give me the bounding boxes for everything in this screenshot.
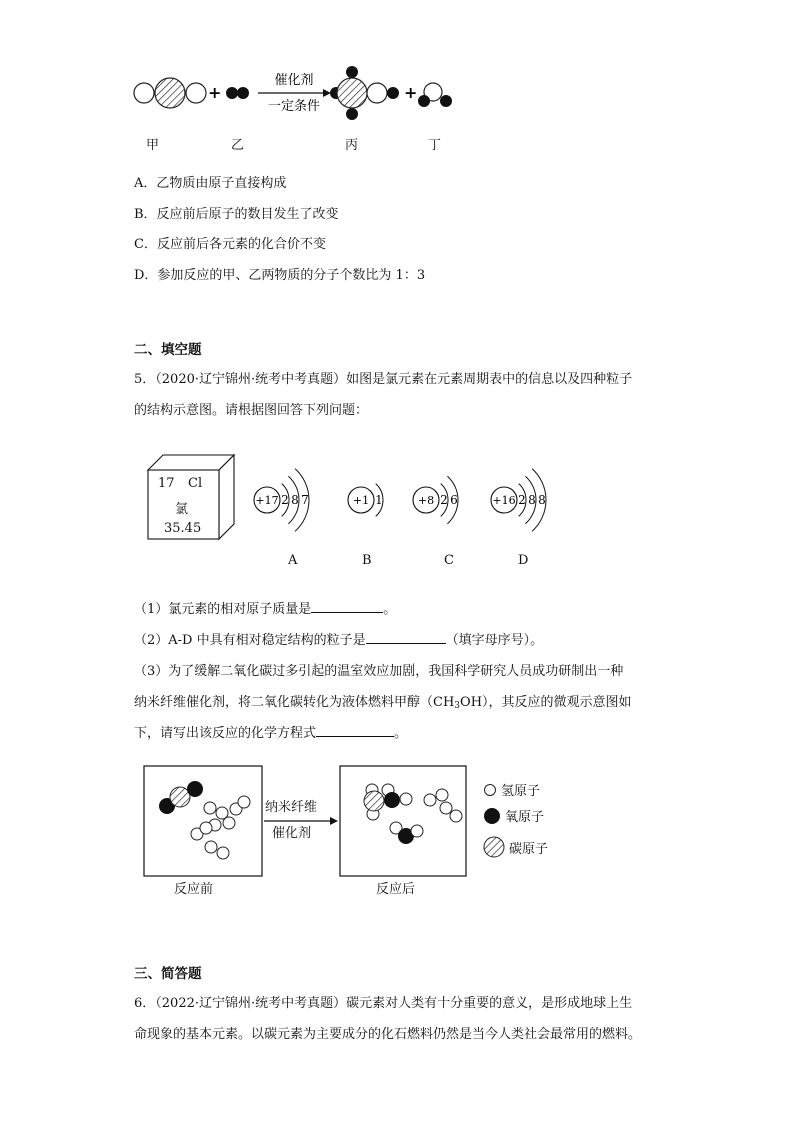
section-title-short-answer: 三、简答题 [134, 966, 202, 982]
particle-label-c: C [444, 553, 454, 568]
before-box [144, 766, 262, 876]
q3-line2-a: 纳米纤维催化剂，将二氧化碳转化为液体燃料甲醇（CH [134, 695, 455, 710]
option-a: A．乙物质由原子直接构成 [134, 176, 287, 191]
nucleus-charge: +8 [417, 494, 435, 507]
electron-count: 2 [518, 493, 526, 507]
option-b: B．反应前后原子的数目发生了改变 [134, 207, 339, 222]
label-after: 反应后 [376, 882, 416, 897]
element-mass: 35.45 [164, 521, 202, 536]
legend-oxygen [483, 806, 544, 825]
q5-line1: 5．（2020·辽宁锦州·统考中考真题）如图是氯元素在元素周期表中的信息以及四种粒子 [134, 372, 633, 387]
section-title-fill-in: 二、填空题 [134, 342, 202, 358]
q3-text: 下，请写出该反应的化学方程式 [134, 726, 317, 741]
label-yi: 乙 [231, 138, 245, 153]
molecule-jia [134, 78, 206, 108]
label-before: 反应前 [174, 882, 214, 897]
q3-line2-sub: 3 [454, 701, 461, 711]
q6-line2: 命现象的基本元素。以碳元素为主要成分的化石燃料仍然是当今人类社会最常用的燃料。 [134, 1027, 642, 1042]
legend-hydrogen [483, 780, 540, 799]
particle-structure-diagrams [240, 450, 570, 555]
legend-hydrogen-text: 氢原子 [501, 784, 541, 799]
hydrogen-atom-icon [483, 783, 497, 797]
carbon-atom-icon [483, 836, 505, 858]
q3-line2 [134, 691, 632, 711]
molecule-ding [418, 83, 452, 107]
q2-answer-blank[interactable] [366, 629, 446, 644]
q2-text: （2）A-D 中具有相对稳定结构的粒子是 [134, 633, 366, 648]
element-number: 17 [158, 476, 175, 491]
reaction-diagram-1 [128, 60, 468, 130]
molecule-yi [226, 87, 249, 99]
electron-count: 8 [291, 493, 299, 507]
after-box [340, 766, 466, 876]
electron-count: 7 [301, 493, 309, 507]
electron-count: 1 [375, 493, 383, 507]
electron-count: 6 [450, 493, 458, 507]
reaction-arrow-1 [258, 89, 331, 97]
particle-label-d: D [518, 553, 529, 568]
electron-count: 8 [528, 493, 536, 507]
electron-count: 2 [281, 493, 289, 507]
arrow2-bottom-text: 催化剂 [272, 826, 312, 841]
q5-line2: 的结构示意图。请根据图回答下列问题： [134, 403, 369, 418]
label-ding: 丁 [428, 138, 442, 153]
q1-end: 。 [383, 602, 397, 617]
nucleus-charge: +16 [492, 494, 516, 507]
q6-line1: 6．（2022·辽宁锦州·统考中考真题）碳元素对人类有十分重要的意义，是形成地球上生 [134, 996, 633, 1011]
q3-line2-b: OH），其反应的微观示意图如 [460, 695, 632, 710]
q3-line1: （3）为了缓解二氧化碳过多引起的温室效应加剧，我国科学研究人员成功研制出一种 [134, 664, 624, 679]
q3-answer-blank[interactable] [316, 722, 394, 737]
label-jia: 甲 [146, 138, 160, 153]
particle-d [491, 469, 546, 531]
legend-carbon-text: 碳原子 [509, 841, 549, 857]
arrow-top-text: 催化剂 [274, 73, 314, 88]
q1 [134, 598, 396, 617]
option-c: C．反应前后各元素的化合价不变 [134, 237, 326, 252]
particle-label-b: B [362, 553, 372, 568]
label-bing: 丙 [345, 138, 359, 153]
electron-count: 2 [440, 493, 448, 507]
arrow-bottom-text: 一定条件 [267, 99, 321, 114]
electron-count: 8 [538, 493, 546, 507]
particle-c [413, 476, 458, 524]
element-symbol: Cl [188, 476, 203, 491]
q1-text: （1）氯元素的相对原子质量是 [134, 602, 312, 617]
plus-sign-2: + [404, 83, 418, 102]
legend-carbon [483, 836, 548, 858]
q2 [134, 629, 543, 648]
q1-answer-blank[interactable] [311, 598, 383, 613]
q2-end: （填字母序号）。 [445, 633, 544, 648]
q3-end: 。 [394, 726, 408, 741]
particle-a [254, 469, 309, 531]
particle-label-a: A [288, 553, 298, 568]
molecule-bing [330, 66, 399, 120]
nucleus-charge: +17 [255, 494, 279, 507]
element-name: 氯 [175, 502, 189, 517]
legend-oxygen-text: 氧原子 [505, 810, 545, 825]
arrow2-top-text: 纳米纤维 [265, 800, 318, 815]
nucleus-charge: +1 [352, 494, 370, 507]
q3-line3 [134, 722, 407, 741]
option-d: D．参加反应的甲、乙两物质的分子个数比为 1：3 [134, 268, 426, 283]
particle-b [348, 484, 383, 517]
oxygen-atom-icon [483, 807, 501, 825]
plus-sign: + [208, 83, 222, 102]
